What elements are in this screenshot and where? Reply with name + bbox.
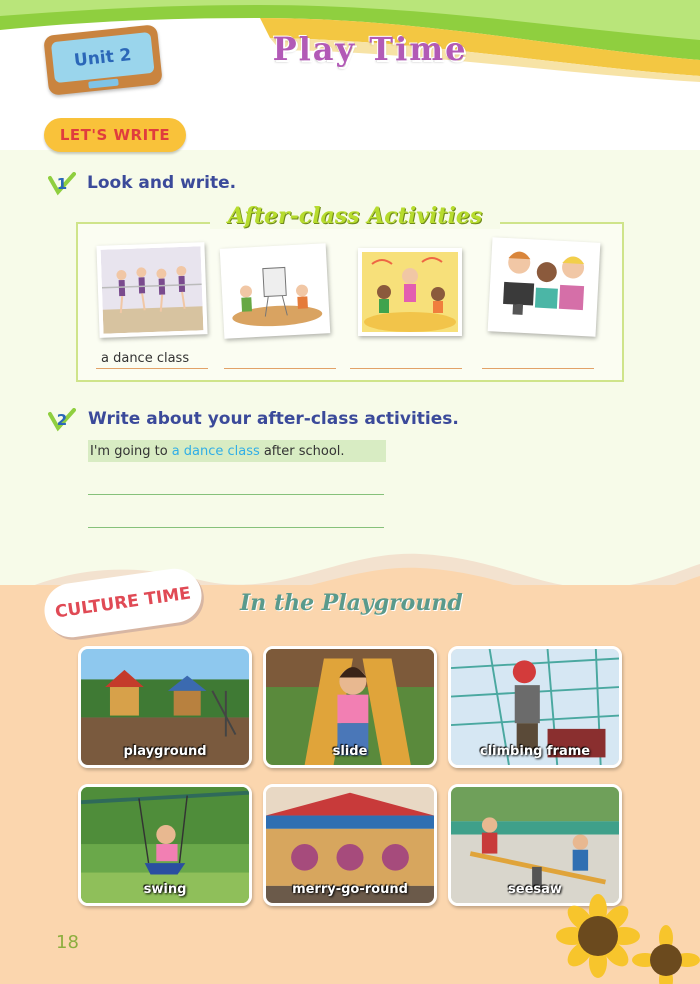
slide-label: slide bbox=[332, 744, 368, 759]
art-class-picture bbox=[220, 243, 331, 338]
page-title: Play Time bbox=[272, 30, 468, 68]
computer-class-picture bbox=[488, 237, 601, 337]
lets-write-label: LET'S WRITE bbox=[59, 126, 171, 144]
chalk-eraser-icon bbox=[88, 79, 119, 89]
playground-label: playground bbox=[123, 744, 207, 759]
swing-card bbox=[78, 784, 252, 906]
playground-card bbox=[78, 646, 252, 768]
climbing-frame-card bbox=[448, 646, 622, 768]
swing-label: swing bbox=[143, 882, 187, 897]
merry-go-round-label: merry-go-round bbox=[292, 882, 408, 897]
example-highlight: a dance class bbox=[171, 443, 260, 459]
example-before: I'm going to bbox=[90, 443, 168, 459]
unit-label: Unit 2 bbox=[73, 44, 133, 71]
dance-class-picture bbox=[96, 242, 207, 338]
culture-heading: In the Playground bbox=[240, 590, 463, 616]
slide-card bbox=[263, 646, 437, 768]
answer-line-3[interactable] bbox=[350, 368, 462, 369]
exercise-2-instruction: Write about your after-class activities. bbox=[88, 409, 459, 429]
answer-line-2[interactable] bbox=[224, 368, 336, 369]
climbing-frame-label: climbing frame bbox=[479, 744, 591, 759]
page-number: 18 bbox=[56, 932, 79, 953]
exercise-1-number: 1 bbox=[48, 172, 76, 196]
answer-line-4[interactable] bbox=[482, 368, 594, 369]
answer-line-1[interactable] bbox=[96, 368, 208, 369]
example-sentence bbox=[88, 440, 386, 462]
writing-line-2[interactable] bbox=[88, 527, 384, 528]
exercise-2-number: 2 bbox=[48, 408, 76, 432]
music-class-picture bbox=[358, 248, 462, 336]
lets-write-badge bbox=[44, 118, 186, 152]
culture-time-label: CULTURE TIME bbox=[53, 583, 193, 623]
merry-go-round-card bbox=[263, 784, 437, 906]
example-after: after school. bbox=[263, 443, 345, 459]
activity-heading: After-class Activities bbox=[210, 203, 500, 229]
exercise-1-instruction: Look and write. bbox=[87, 173, 237, 193]
sunflower-icon bbox=[548, 888, 700, 984]
seesaw-label: seesaw bbox=[508, 882, 562, 897]
answer-1-text: a dance class bbox=[101, 351, 190, 366]
writing-line-1[interactable] bbox=[88, 494, 384, 495]
